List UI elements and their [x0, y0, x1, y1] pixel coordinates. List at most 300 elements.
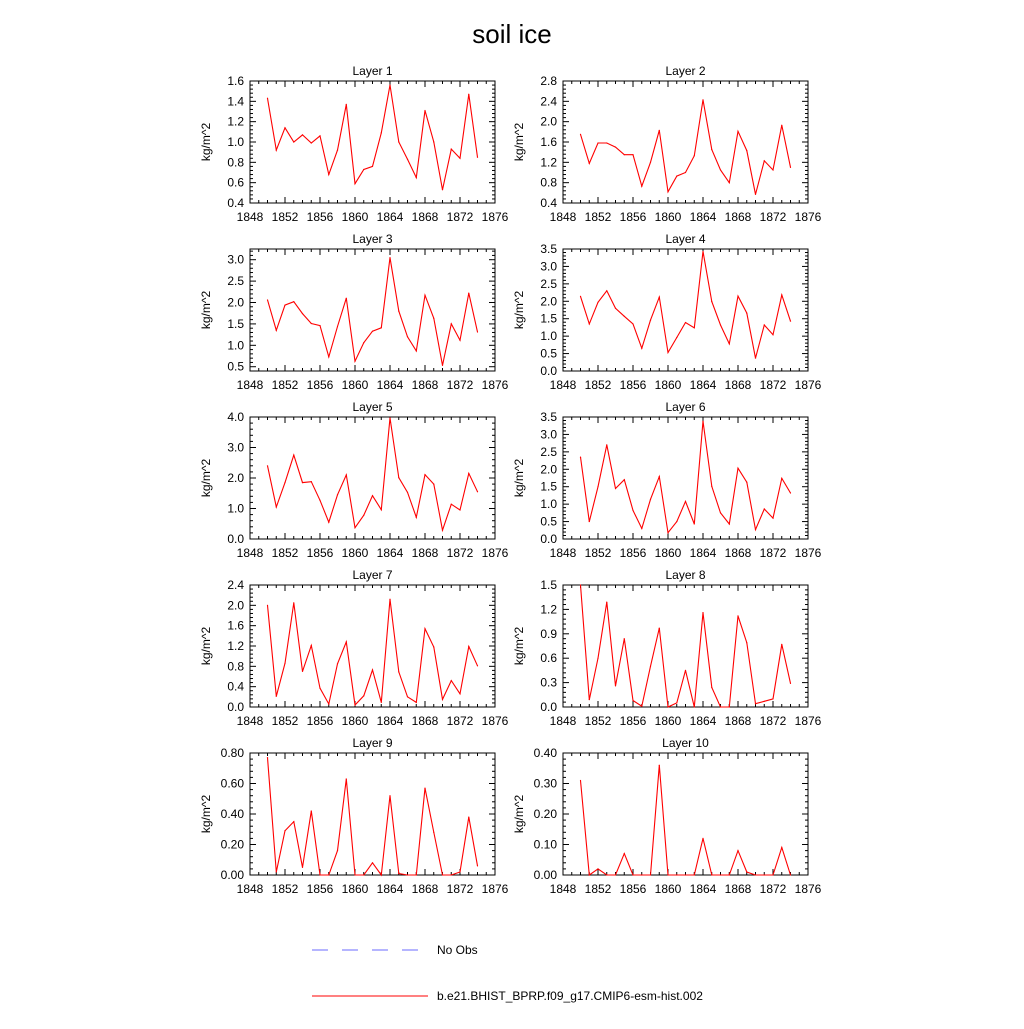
data-point [790, 874, 791, 875]
x-tick-label: 1852 [271, 210, 299, 224]
plot-frame [563, 249, 808, 371]
data-point [372, 495, 373, 496]
y-tick-label: 1.2 [227, 639, 244, 653]
y-tick-label: 0.0 [227, 532, 244, 546]
data-point [737, 850, 738, 851]
x-tick-label: 1864 [376, 882, 404, 896]
data-point [685, 670, 686, 671]
data-point [398, 477, 399, 478]
data-point [597, 868, 598, 869]
y-tick-label: 3.0 [227, 440, 244, 455]
y-tick-label: 1.0 [540, 497, 557, 512]
x-tick-label: 1872 [446, 378, 474, 392]
y-tick-label: 0.0 [540, 532, 557, 546]
data-point [772, 517, 773, 518]
x-tick-label: 1876 [794, 546, 822, 560]
x-tick-label: 1868 [724, 378, 752, 392]
data-point [381, 702, 382, 703]
data-point [477, 665, 478, 666]
data-point [711, 874, 712, 875]
data-point [389, 257, 390, 258]
data-point [641, 528, 642, 529]
x-tick-label: 1856 [306, 714, 334, 728]
data-point [615, 146, 616, 147]
data-point [267, 98, 268, 99]
x-tick-label: 1864 [376, 714, 404, 728]
data-point [354, 361, 355, 362]
data-point [319, 688, 320, 689]
x-tick-label: 1860 [654, 210, 682, 224]
data-point [363, 695, 364, 696]
x-tick-label: 1848 [236, 714, 264, 728]
data-point [580, 584, 581, 585]
x-tick-label: 1860 [654, 882, 682, 896]
data-point [597, 302, 598, 303]
data-point [363, 515, 364, 516]
y-tick-label: 2.5 [540, 444, 557, 459]
data-point [442, 365, 443, 366]
data-point [433, 646, 434, 647]
data-point [442, 530, 443, 531]
x-tick-label: 1852 [584, 882, 612, 896]
data-point [337, 850, 338, 851]
x-tick-label: 1856 [306, 210, 334, 224]
x-tick-label: 1868 [724, 714, 752, 728]
data-point [424, 628, 425, 629]
data-point [650, 666, 651, 667]
data-point [381, 509, 382, 510]
x-tick-label: 1864 [376, 546, 404, 560]
data-point [694, 706, 695, 707]
data-point [337, 326, 338, 327]
data-point [606, 142, 607, 143]
legend-label: b.e21.BHIST_BPRP.f09_g17.CMIP6-esm-hist.002 [437, 989, 703, 1003]
data-point [764, 160, 765, 161]
data-point [451, 504, 452, 505]
data-point [302, 313, 303, 314]
data-point [597, 658, 598, 659]
x-tick-label: 1848 [236, 378, 264, 392]
data-point [328, 174, 329, 175]
data-point [746, 871, 747, 872]
data-point [311, 645, 312, 646]
data-point [328, 522, 329, 523]
y-axis-label: kg/m^2 [199, 794, 213, 834]
y-tick-label: 1.0 [540, 329, 557, 344]
x-tick-label: 1848 [549, 546, 577, 560]
x-tick-label: 1868 [411, 378, 439, 392]
figure-title: soil ice [472, 19, 552, 49]
data-point [451, 149, 452, 150]
data-point [772, 698, 773, 699]
panel-title: Layer 7 [352, 568, 393, 582]
y-axis-label: kg/m^2 [199, 122, 213, 162]
data-point [311, 481, 312, 482]
data-point [433, 832, 434, 833]
x-tick-label: 1876 [794, 714, 822, 728]
plot-frame [250, 249, 495, 371]
data-point [319, 135, 320, 136]
data-point [407, 874, 408, 875]
y-tick-label: 2.0 [540, 114, 557, 129]
data-point [302, 671, 303, 672]
y-tick-label: 2.0 [540, 462, 557, 477]
y-tick-label: 2.0 [227, 598, 244, 613]
y-tick-label: 0.0 [227, 700, 244, 714]
data-point [398, 141, 399, 142]
data-point [398, 873, 399, 874]
data-point [442, 699, 443, 700]
y-tick-label: 0.40 [220, 807, 244, 821]
data-point [772, 169, 773, 170]
legend-item [312, 989, 703, 1003]
y-axis-label: kg/m^2 [512, 290, 526, 330]
x-tick-label: 1872 [759, 546, 787, 560]
data-point [328, 356, 329, 357]
data-point [650, 499, 651, 500]
data-point [381, 132, 382, 133]
panel-layer-2 [512, 64, 822, 224]
y-tick-label: 3.0 [540, 427, 557, 442]
x-tick-label: 1876 [481, 714, 509, 728]
y-axis-label: kg/m^2 [199, 458, 213, 498]
x-tick-label: 1860 [654, 714, 682, 728]
data-point [276, 506, 277, 507]
data-point [284, 127, 285, 128]
y-tick-label: 1.2 [540, 155, 557, 170]
x-tick-label: 1868 [411, 546, 439, 560]
panel-title: Layer 5 [352, 400, 393, 414]
data-point [424, 474, 425, 475]
data-point [781, 847, 782, 848]
y-tick-label: 1.4 [227, 94, 244, 109]
plot-frame [250, 81, 495, 203]
data-point [764, 701, 765, 702]
x-tick-label: 1864 [689, 546, 717, 560]
data-point [781, 125, 782, 126]
data-point [772, 874, 773, 875]
data-point [580, 456, 581, 457]
data-point [764, 874, 765, 875]
data-point [667, 191, 668, 192]
data-point [363, 342, 364, 343]
panel-title: Layer 8 [665, 568, 706, 582]
data-point [407, 336, 408, 337]
data-point [711, 486, 712, 487]
series-line [581, 765, 791, 875]
data-point [755, 874, 756, 875]
x-tick-label: 1860 [341, 546, 369, 560]
y-tick-label: 2.0 [227, 295, 244, 310]
x-tick-label: 1872 [759, 378, 787, 392]
data-point [676, 702, 677, 703]
series-line [268, 599, 478, 705]
panel-title: Layer 6 [665, 400, 706, 414]
data-point [372, 669, 373, 670]
data-point [615, 488, 616, 489]
x-tick-label: 1876 [794, 210, 822, 224]
data-point [676, 521, 677, 522]
data-point [468, 646, 469, 647]
x-tick-label: 1848 [236, 546, 264, 560]
data-point [580, 134, 581, 135]
data-point [737, 131, 738, 132]
data-point [433, 318, 434, 319]
data-point [589, 699, 590, 700]
data-point [790, 167, 791, 168]
data-point [346, 474, 347, 475]
panel-layer-10 [512, 736, 822, 896]
data-point [398, 310, 399, 311]
data-point [702, 838, 703, 839]
y-tick-label: 1.0 [227, 501, 244, 516]
x-tick-label: 1852 [584, 378, 612, 392]
series-line [581, 251, 791, 358]
x-tick-label: 1876 [794, 378, 822, 392]
data-point [790, 492, 791, 493]
data-point [755, 703, 756, 704]
data-point [720, 324, 721, 325]
y-tick-label: 0.0 [540, 700, 557, 714]
series-line [268, 418, 478, 530]
data-point [276, 150, 277, 151]
x-tick-label: 1868 [724, 882, 752, 896]
data-point [615, 874, 616, 875]
data-point [589, 874, 590, 875]
plot-frame [250, 753, 495, 875]
data-point [459, 871, 460, 872]
data-point [659, 130, 660, 131]
data-point [597, 142, 598, 143]
panel-layer-6 [512, 400, 822, 560]
data-point [641, 186, 642, 187]
data-point [781, 478, 782, 479]
data-point [346, 641, 347, 642]
y-tick-label: 1.5 [540, 479, 557, 494]
data-point [284, 830, 285, 831]
x-tick-label: 1872 [759, 210, 787, 224]
data-point [416, 517, 417, 518]
data-point [606, 601, 607, 602]
y-tick-label: 0.40 [533, 746, 557, 760]
data-point [337, 663, 338, 664]
data-point [311, 142, 312, 143]
series-line [581, 100, 791, 195]
x-tick-label: 1872 [446, 546, 474, 560]
data-point [389, 417, 390, 418]
y-tick-label: 1.2 [227, 114, 244, 129]
y-axis-label: kg/m^2 [512, 794, 526, 834]
y-tick-label: 2.0 [540, 294, 557, 309]
data-point [659, 765, 660, 766]
data-point [606, 874, 607, 875]
y-axis-label: kg/m^2 [512, 122, 526, 162]
data-point [676, 337, 677, 338]
data-point [650, 874, 651, 875]
data-point [451, 680, 452, 681]
data-point [755, 194, 756, 195]
x-tick-label: 1876 [481, 882, 509, 896]
data-point [337, 150, 338, 151]
y-tick-label: 3.0 [540, 259, 557, 274]
y-tick-label: 0.4 [227, 679, 244, 694]
x-tick-label: 1872 [446, 714, 474, 728]
data-point [407, 159, 408, 160]
panels-group [199, 64, 822, 896]
x-tick-label: 1848 [549, 714, 577, 728]
data-point [284, 304, 285, 305]
data-point [589, 521, 590, 522]
data-point [293, 301, 294, 302]
x-tick-label: 1860 [654, 378, 682, 392]
data-point [737, 615, 738, 616]
data-point [790, 683, 791, 684]
x-tick-label: 1856 [306, 546, 334, 560]
x-tick-label: 1872 [759, 714, 787, 728]
y-tick-label: 2.4 [540, 94, 557, 109]
data-point [720, 512, 721, 513]
data-point [293, 602, 294, 603]
data-point [746, 642, 747, 643]
y-tick-label: 1.0 [227, 135, 244, 149]
data-point [720, 874, 721, 875]
data-point [746, 150, 747, 151]
data-point [407, 492, 408, 493]
x-tick-label: 1856 [306, 378, 334, 392]
y-tick-label: 1.5 [227, 316, 244, 331]
data-point [624, 479, 625, 480]
data-point [737, 468, 738, 469]
y-tick-label: 1.6 [540, 135, 557, 149]
panel-title: Layer 2 [665, 64, 706, 78]
data-point [302, 482, 303, 483]
data-point [659, 297, 660, 298]
data-point [641, 706, 642, 707]
x-tick-label: 1864 [689, 210, 717, 224]
data-point [632, 323, 633, 324]
panel-layer-8 [512, 568, 822, 728]
x-tick-label: 1864 [689, 714, 717, 728]
y-tick-label: 3.5 [540, 242, 557, 256]
data-point [346, 778, 347, 779]
data-point [650, 320, 651, 321]
x-tick-label: 1848 [549, 882, 577, 896]
x-tick-label: 1868 [411, 210, 439, 224]
x-tick-label: 1876 [481, 210, 509, 224]
data-point [746, 482, 747, 483]
x-tick-label: 1876 [794, 882, 822, 896]
data-point [372, 862, 373, 863]
data-point [459, 158, 460, 159]
y-tick-label: 0.3 [540, 675, 557, 690]
y-tick-label: 0.5 [540, 514, 557, 529]
y-tick-label: 0.00 [220, 868, 244, 882]
x-tick-label: 1864 [376, 210, 404, 224]
data-point [632, 700, 633, 701]
data-point [589, 323, 590, 324]
data-point [416, 874, 417, 875]
data-point [328, 703, 329, 704]
x-tick-label: 1872 [759, 882, 787, 896]
data-point [442, 189, 443, 190]
panel-title: Layer 3 [352, 232, 393, 246]
data-point [694, 327, 695, 328]
y-tick-label: 0.60 [220, 776, 244, 791]
y-tick-label: 1.6 [227, 618, 244, 633]
y-tick-label: 0.0 [540, 364, 557, 378]
data-point [459, 509, 460, 510]
x-tick-label: 1852 [271, 714, 299, 728]
data-point [667, 706, 668, 707]
panel-layer-9 [199, 736, 509, 896]
data-point [632, 510, 633, 511]
y-tick-label: 1.5 [540, 578, 557, 592]
x-tick-label: 1864 [689, 882, 717, 896]
data-point [468, 473, 469, 474]
data-point [685, 874, 686, 875]
data-point [372, 166, 373, 167]
x-tick-label: 1864 [689, 378, 717, 392]
data-point [667, 352, 668, 353]
data-point [694, 874, 695, 875]
x-tick-label: 1868 [724, 210, 752, 224]
data-point [267, 299, 268, 300]
y-tick-label: 0.6 [227, 175, 244, 190]
data-point [606, 444, 607, 445]
data-point [319, 874, 320, 875]
x-tick-label: 1852 [271, 378, 299, 392]
data-point [459, 693, 460, 694]
plot-frame [563, 81, 808, 203]
y-tick-label: 3.5 [540, 410, 557, 424]
x-tick-label: 1848 [236, 210, 264, 224]
data-point [772, 334, 773, 335]
y-tick-label: 0.8 [227, 659, 244, 674]
data-point [451, 323, 452, 324]
x-tick-label: 1868 [411, 882, 439, 896]
data-point [755, 358, 756, 359]
x-tick-label: 1872 [446, 882, 474, 896]
data-point [468, 816, 469, 817]
data-point [624, 316, 625, 317]
data-point [424, 787, 425, 788]
x-tick-label: 1852 [584, 210, 612, 224]
x-tick-label: 1856 [619, 714, 647, 728]
data-point [451, 874, 452, 875]
data-point [606, 290, 607, 291]
data-point [764, 324, 765, 325]
data-point [319, 325, 320, 326]
data-point [659, 628, 660, 629]
data-point [354, 704, 355, 705]
data-point [381, 874, 382, 875]
y-tick-label: 1.5 [540, 311, 557, 326]
y-tick-label: 0.30 [533, 776, 557, 791]
x-tick-label: 1868 [411, 714, 439, 728]
data-point [284, 663, 285, 664]
y-tick-label: 0.10 [533, 837, 557, 852]
data-point [720, 169, 721, 170]
y-tick-label: 2.5 [227, 274, 244, 289]
data-point [624, 154, 625, 155]
data-point [624, 853, 625, 854]
x-tick-label: 1852 [271, 546, 299, 560]
legend-label: No Obs [437, 943, 478, 957]
x-tick-label: 1868 [724, 546, 752, 560]
data-point [293, 821, 294, 822]
data-point [416, 702, 417, 703]
data-point [685, 501, 686, 502]
